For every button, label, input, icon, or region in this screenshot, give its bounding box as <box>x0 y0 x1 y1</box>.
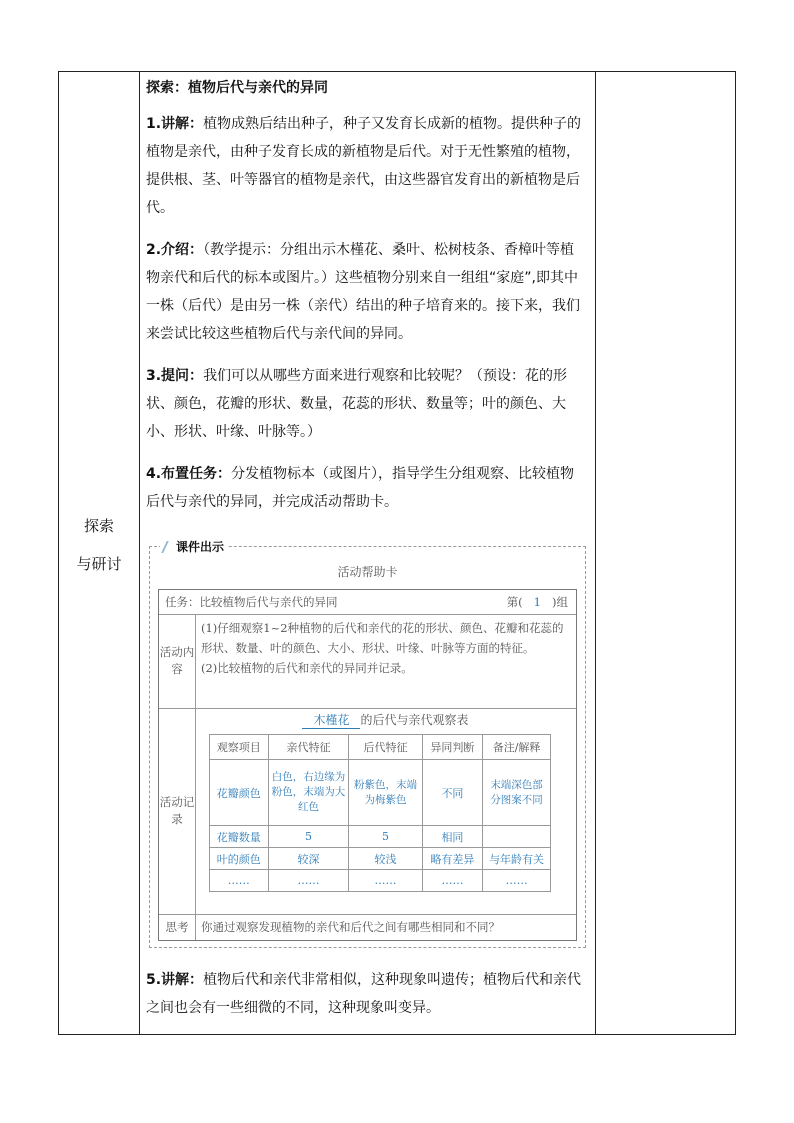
task-row: 任务：比较植物后代与亲代的异同 第( 1 )组 <box>159 590 576 615</box>
paragraph-conclusion: 5.讲解：植物后代和亲代非常相似，这种现象叫遗传；植物后代和亲代之间也会有一些细微的不同，这种现象叫变异。 <box>146 972 582 1016</box>
paragraph-explain: 1.讲解：植物成熟后结出种子，种子又发育长成新的植物。提供种子的植物是亲代，由种子发育长成的新植物是后代。对于无性繁殖的植物，提供根、茎、叶等器官的植物是亲代，由这些器官发育出的新植物是后代。 <box>146 116 582 216</box>
content-item: (1)仔细观察1~2种植物的后代和亲代的花的形状、颜色、花瓣和花蕊的形状、数量、叶的颜色、大小、形状、叶缘、叶脉等方面的特征。 <box>201 621 564 655</box>
think-text: 你通过观察发现植物的亲代和后代之间有哪些相同和不同？ <box>201 920 500 934</box>
record-row <box>159 708 576 915</box>
content-item: (2)比较植物的后代和亲代的异同并记录。 <box>201 661 413 675</box>
slash-icon <box>161 541 176 553</box>
group-number: 第( 1 )组 <box>506 595 568 609</box>
column-header: 亲代特征 <box>268 735 349 760</box>
lesson-table <box>58 71 736 1035</box>
table-row: 花瓣数量 5 5 相同 <box>210 826 551 848</box>
main-content <box>139 72 595 516</box>
paragraph-introduce: 2.介绍：（教学提示：分组出示木槿花、桑叶、松树枝条、香樟叶等植物亲代和后代的标本或图片。）这些植物分别来自一组组“家庭”,即其中一株（后代）是由另一株（亲代）结出的种子培育来的。接下来，我们来尝试比较这些植物后代与亲代间的异同。 <box>146 242 580 342</box>
record-label: 活动记录 <box>159 708 196 914</box>
paragraph-question: 3.提问：我们可以从哪些方面来进行观察和比较呢？（预设：花的形状、颜色，花瓣的形状、数量，花蕊的形状、数量等；叶的颜色、大小、形状、叶缘、叶脉等。） <box>146 368 568 440</box>
section-label-line2: 与研讨 <box>76 555 122 573</box>
table-row: 叶的颜色 较深 较浅 略有差异 与年龄有关 <box>210 848 551 870</box>
column-divider <box>595 72 596 1034</box>
think-label: 思考 <box>159 914 196 940</box>
content-row <box>159 614 576 709</box>
table-header-row <box>210 735 551 760</box>
table-row: 花瓣颜色 白色，右边缘为粉色，末端为大红色 粉紫色，末端为梅紫色 不同 末端深色部分图案不同 <box>210 760 551 826</box>
content-label: 活动内容 <box>159 614 196 708</box>
column-header: 异同判断 <box>422 735 482 760</box>
observation-table-title: 木槿花 的后代与亲代观察表 <box>195 711 576 729</box>
section-heading: 探索：植物后代与亲代的异同 <box>146 80 328 96</box>
table-row: …… …… …… …… …… <box>210 870 551 892</box>
section-label-line1: 探索 <box>83 517 114 535</box>
column-header: 备注/解释 <box>483 735 551 760</box>
card-title: 活动帮助卡 <box>337 565 398 579</box>
paragraph-task: 4.布置任务：分发植物标本（或图片），指导学生分组观察、比较植物后代与亲代的异同，并完成活动帮助卡。 <box>146 466 575 510</box>
think-row <box>159 914 576 940</box>
column-header: 观察项目 <box>210 735 269 760</box>
observation-table <box>209 734 551 892</box>
card-tab: 课件出示 <box>160 538 228 555</box>
card-table <box>158 589 577 941</box>
column-header: 后代特征 <box>349 735 422 760</box>
activity-help-card <box>149 540 586 948</box>
